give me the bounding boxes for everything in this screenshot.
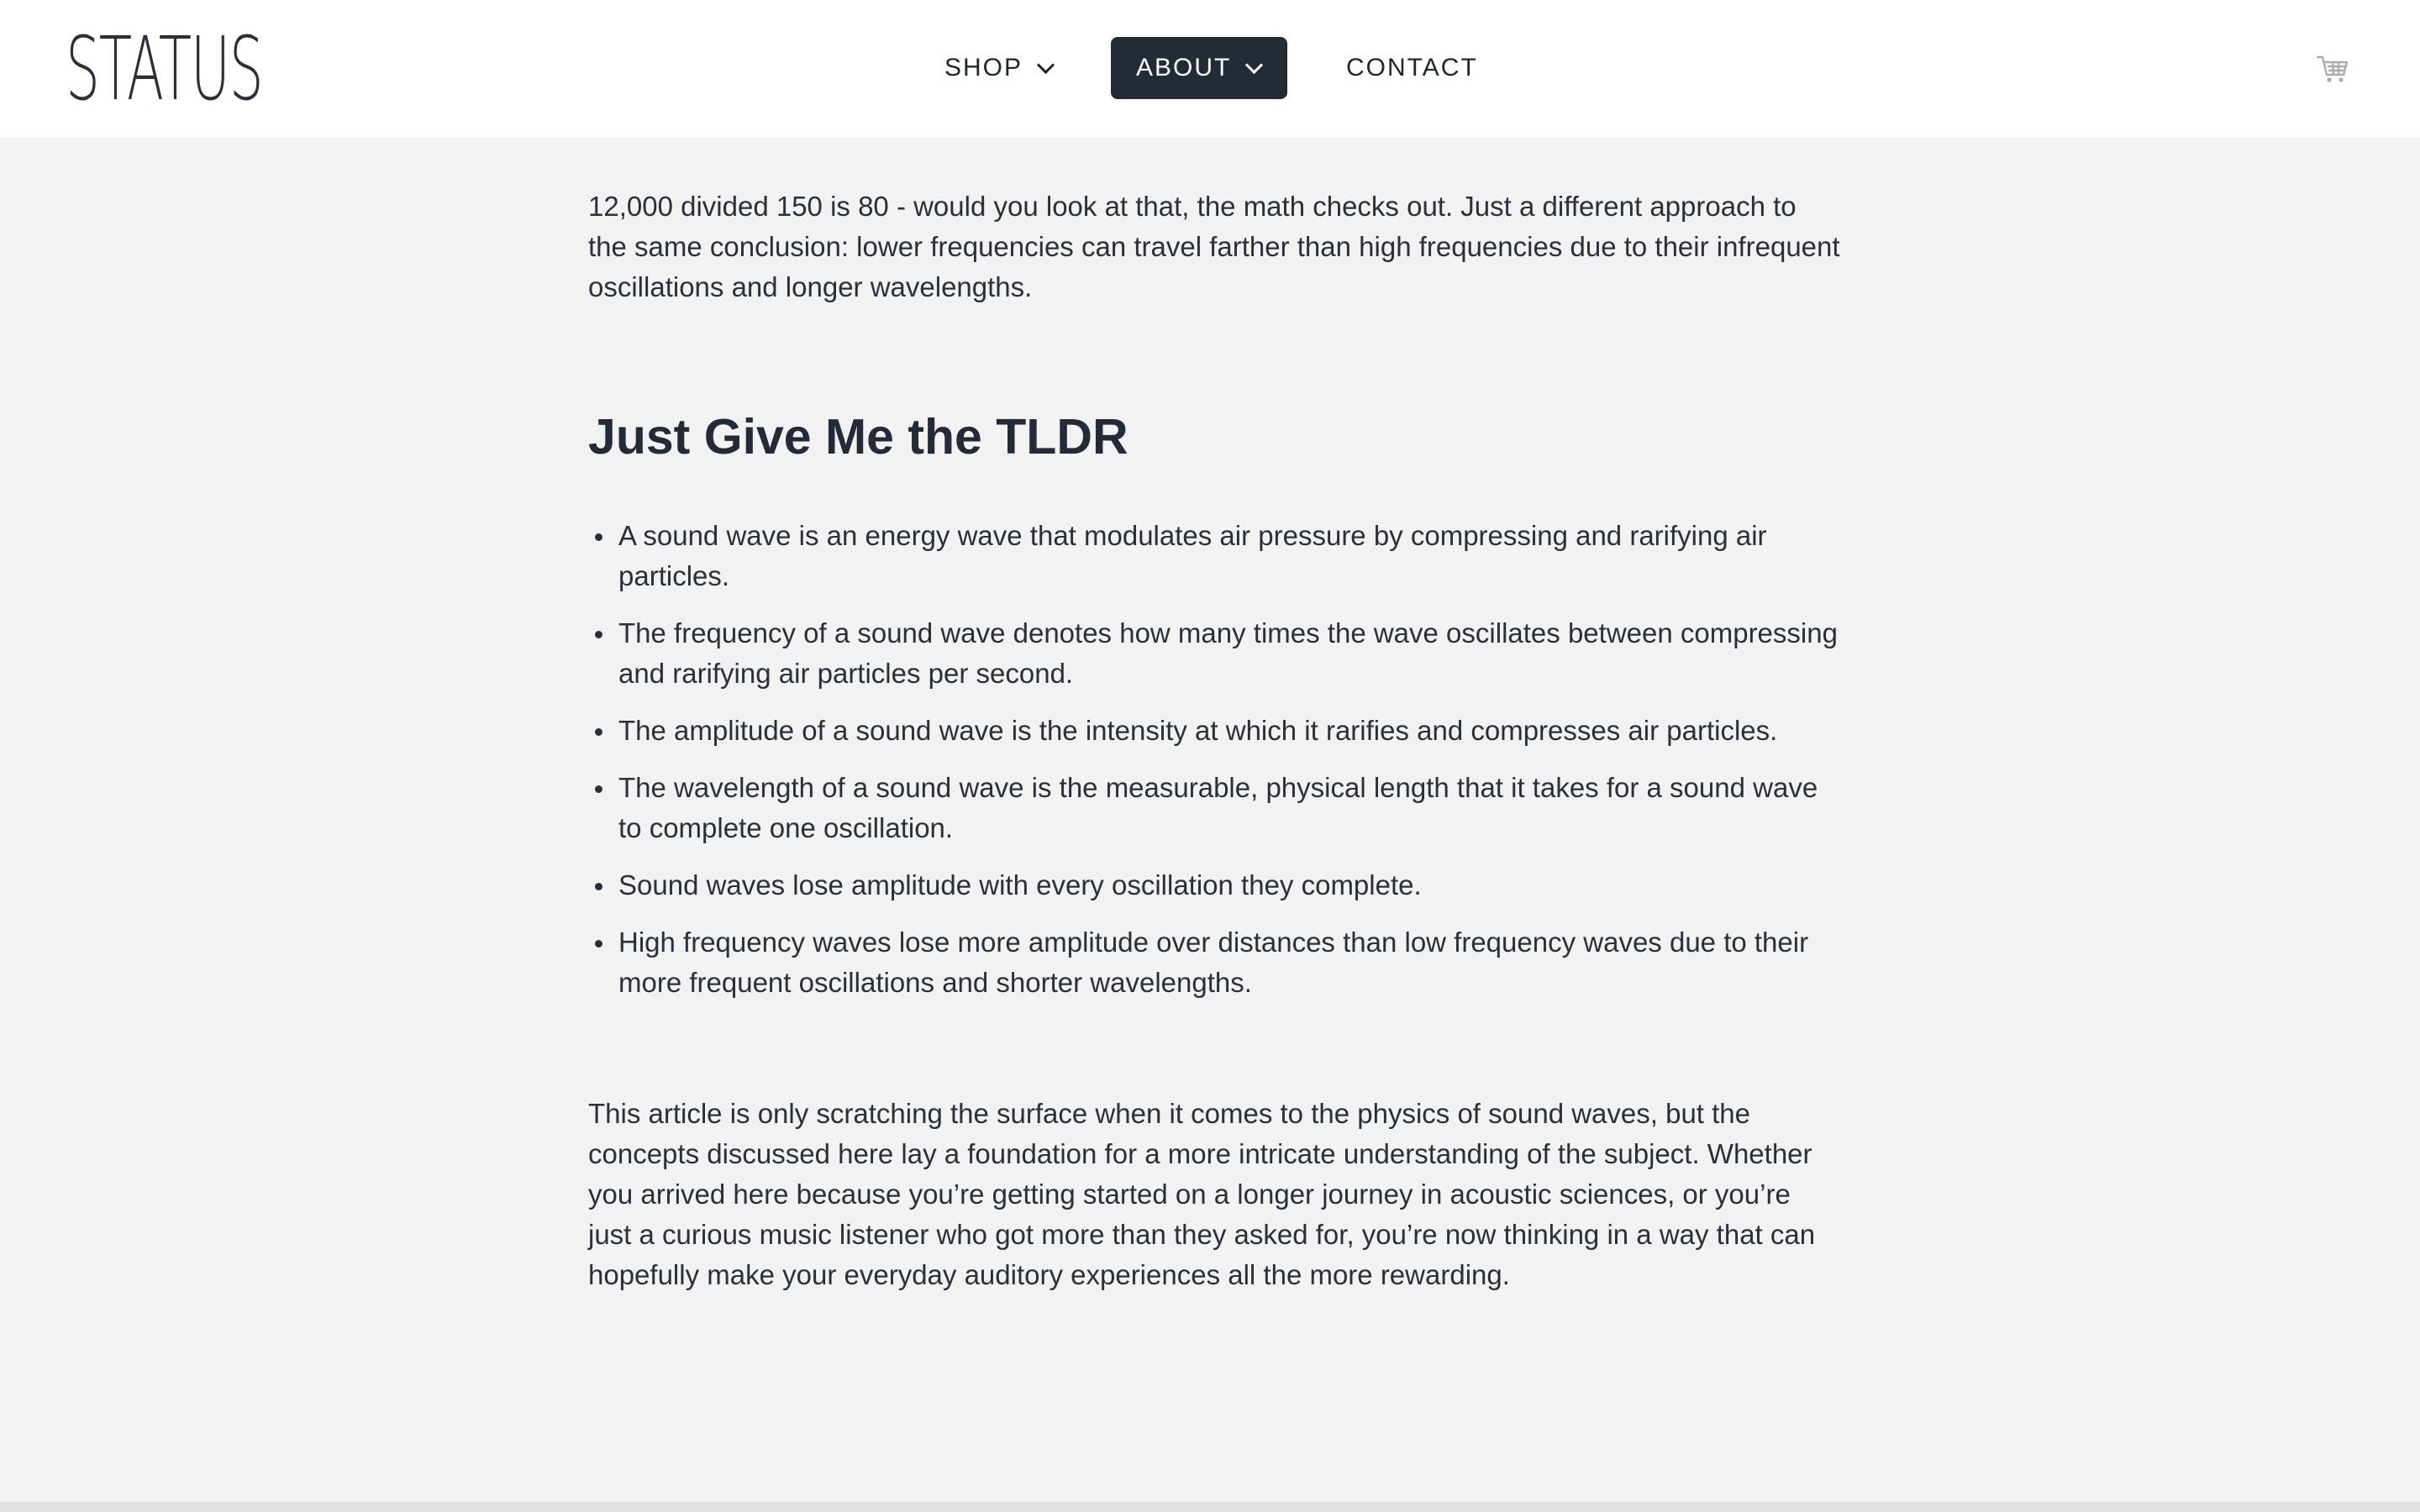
outro-paragraph: This article is only scratching the surface when it comes to the physics of sound waves, but the concepts discussed here lay a foundation for a more intricate understanding of the subject. Whether you arrived here because you’re getting started on a longer journey in acoustic sciences, or you’re just a curious music listener who got more than they asked for, you’re now thinking in a way that can hopefully make your everyday auditory experiences all the more rewarding. bbox=[588, 1098, 1816, 1290]
list-item: The wavelength of a sound wave is the measurable, physical length that it takes for a sound wave to complete one oscillation. bbox=[588, 768, 1840, 848]
nav-shop-label: SHOP bbox=[944, 54, 1023, 81]
list-item: A sound wave is an energy wave that modulates air pressure by compressing and rarifying air particles. bbox=[588, 516, 1840, 596]
footer-edge bbox=[0, 1502, 2420, 1512]
article-body bbox=[588, 186, 1840, 307]
nav-contact-label: CONTACT bbox=[1346, 54, 1478, 81]
main-nav bbox=[0, 37, 2420, 99]
list-item: The frequency of a sound wave denotes how many times the wave oscillates between compressing and rarifying air particles per second. bbox=[588, 613, 1840, 694]
nav-shop[interactable] bbox=[944, 37, 1062, 99]
tldr-list bbox=[588, 516, 1840, 1020]
nav-about[interactable] bbox=[1111, 37, 1287, 99]
list-item: High frequency waves lose more amplitude over distances than low frequency waves due to their more frequent oscillations and shorter wavelengths. bbox=[588, 922, 1840, 1003]
site-logo[interactable]: STATUS bbox=[66, 18, 263, 120]
chevron-down-icon bbox=[1245, 55, 1263, 73]
nav-contact[interactable] bbox=[1346, 37, 1481, 99]
intro-paragraph: 12,000 divided 150 is 80 - would you look at that, the math checks out. Just a different approach to the same conclusion: lower frequencies can travel farther than high frequencies due to their infrequent oscillations and longer wavelengths. bbox=[588, 191, 1840, 302]
list-item: Sound waves lose amplitude with every oscillation they complete. bbox=[588, 865, 1840, 906]
site-header bbox=[0, 0, 2420, 138]
nav-about-label: ABOUT bbox=[1136, 54, 1232, 81]
cart-icon[interactable] bbox=[2316, 52, 2349, 86]
section-heading: Just Give Me the TLDR bbox=[588, 409, 1128, 465]
list-item: The amplitude of a sound wave is the intensity at which it rarifies and compresses air particles. bbox=[588, 711, 1840, 751]
chevron-down-icon bbox=[1037, 55, 1055, 73]
